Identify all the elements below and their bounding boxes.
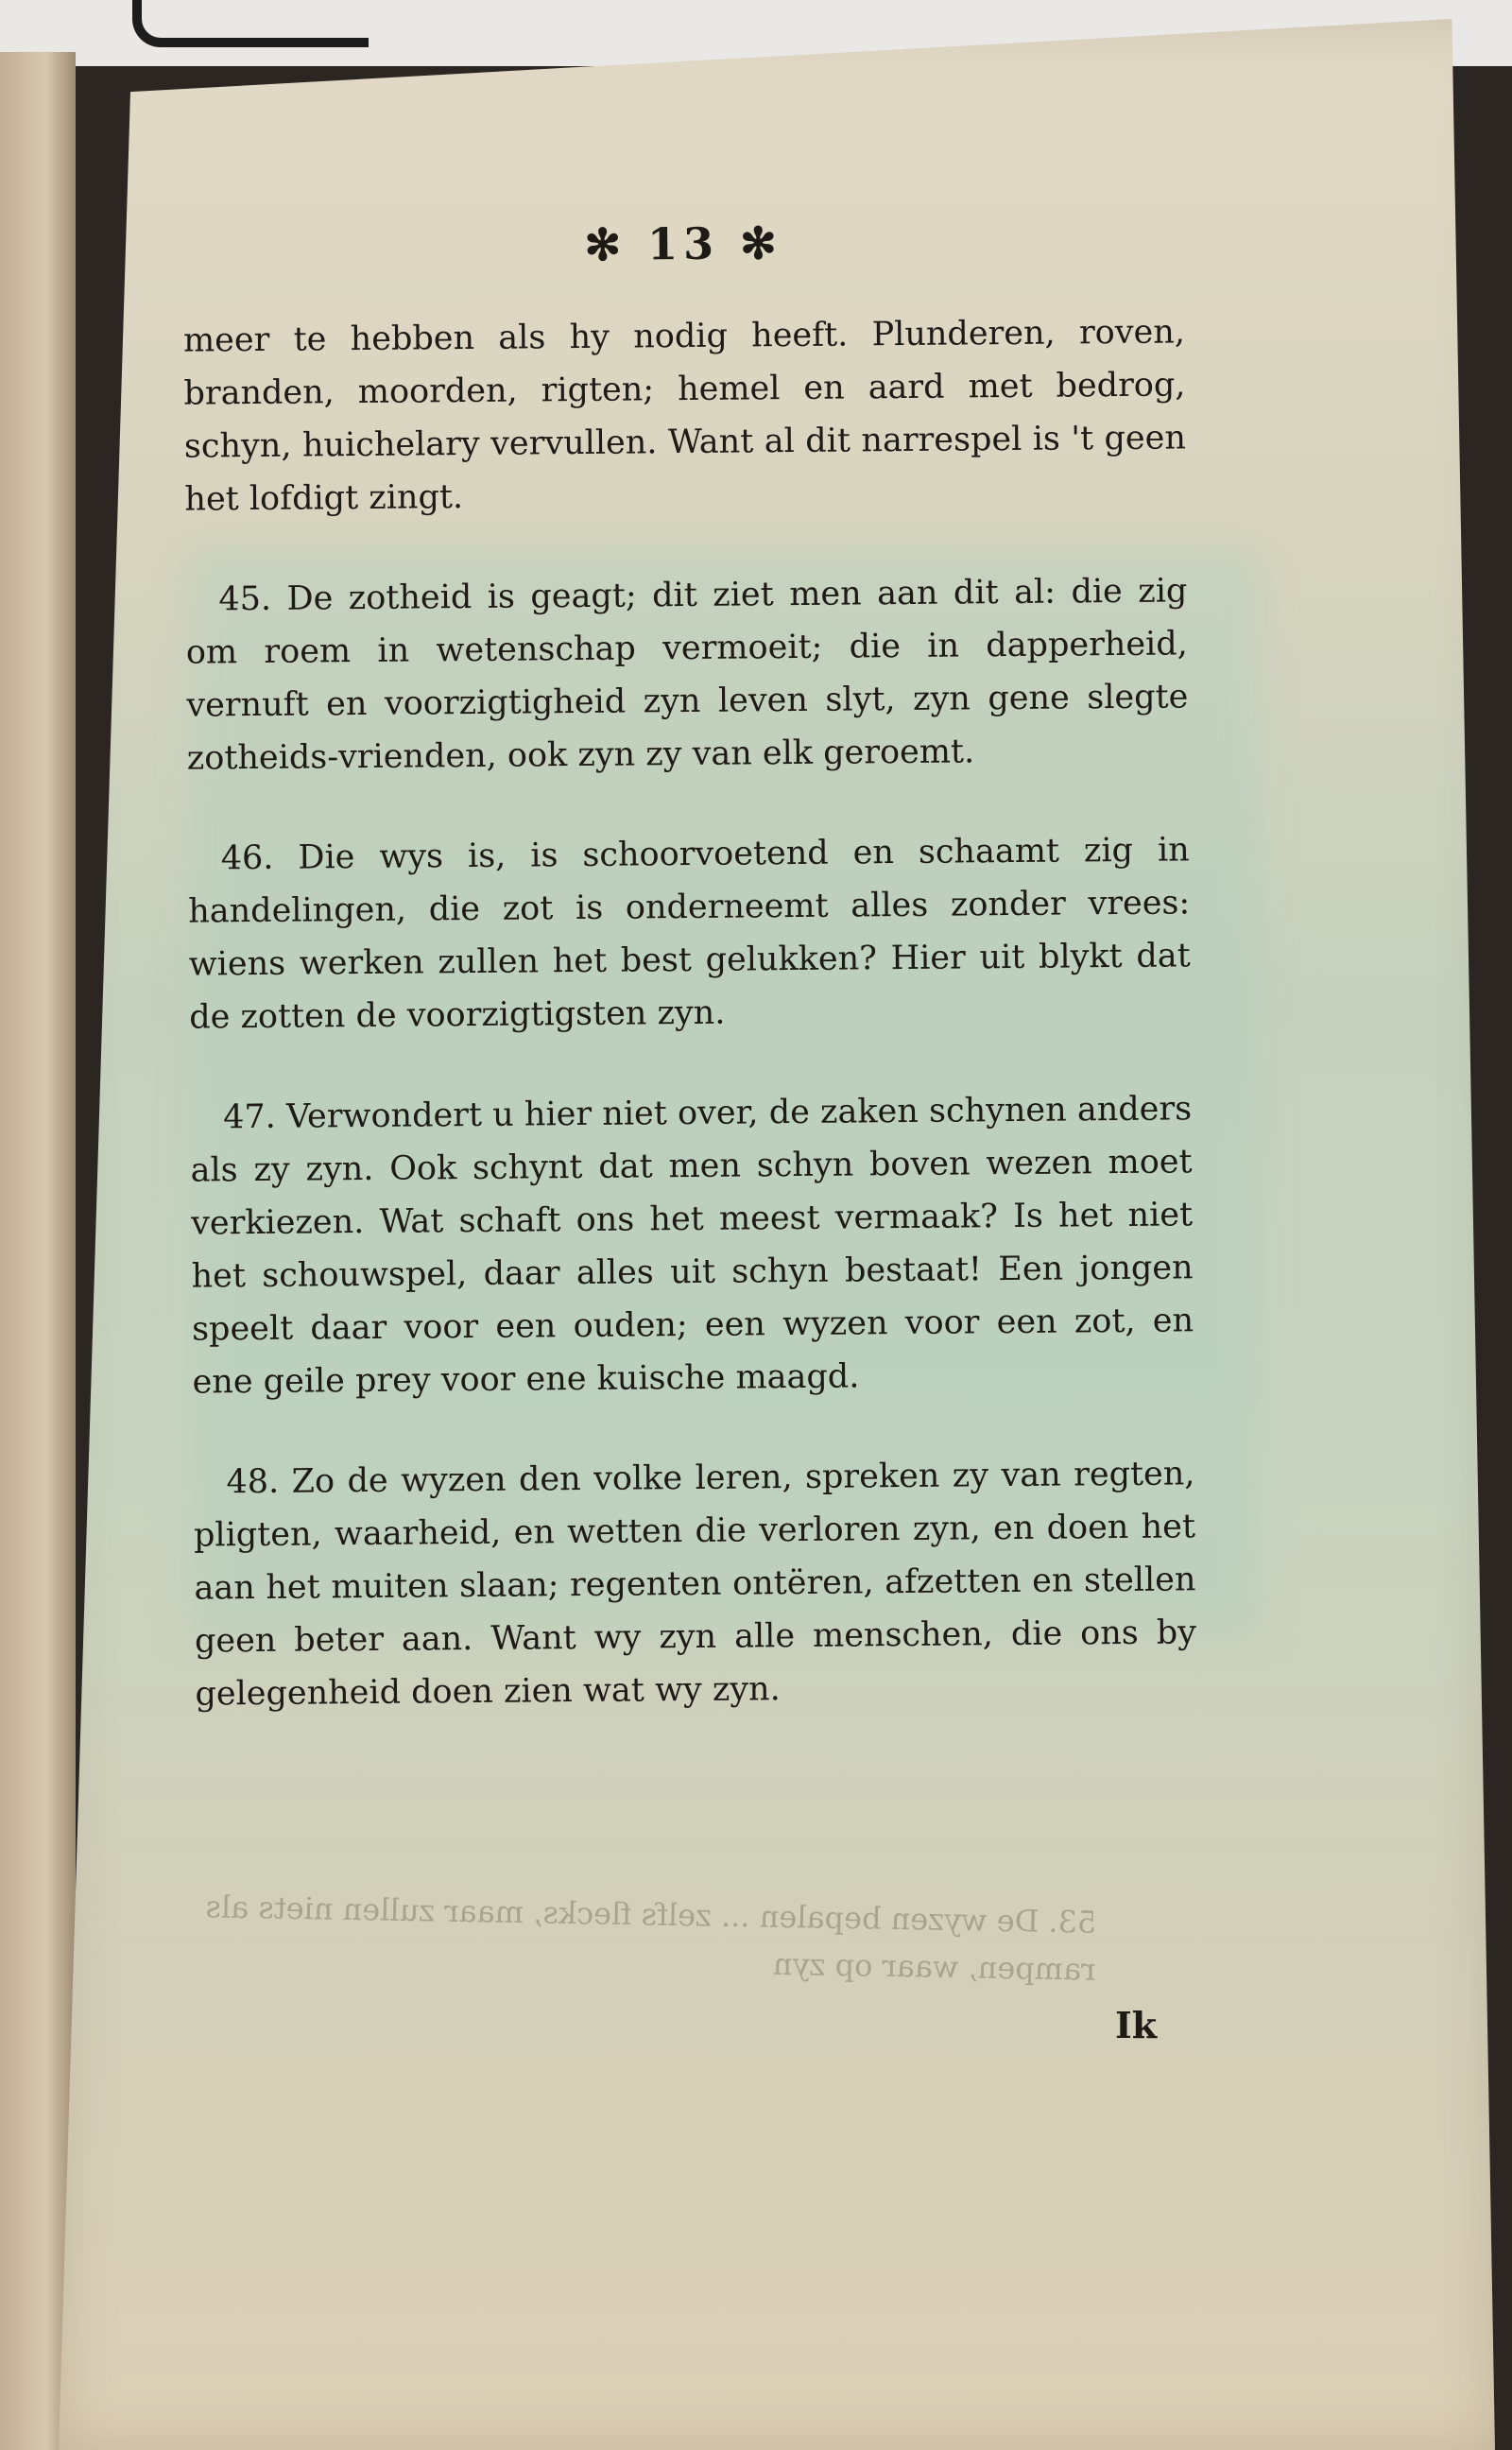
paragraph-text: Verwondert u hier niet over, de zaken schynen anders als zy zyn. Ook schynt dat men schyn boven wezen moet verkiezen. Wat schaft ons het meest vermaak? Is het niet het schouwspel, daar alles uit schyn bestaat! Een jongen speelt daar voor een ouden; een wyzen voor een zot, en ene geile prey voor ene kuische maagd. [190, 1090, 1194, 1402]
paragraph-46 [188, 823, 1192, 1044]
paragraph-continuation [183, 305, 1187, 526]
handwritten-corner-mark [132, 0, 369, 47]
running-head: ✻ 13 ✻ [584, 217, 782, 270]
paragraph-number: 45. [218, 579, 272, 619]
catchword: Ik [1115, 2004, 1158, 2046]
page-text [182, 213, 1197, 1768]
paragraph-text: De zotheid is geagt; dit ziet men aan dit al: die zig om roem in wetenschap vermoeit; die in dapperheid, vernuft en voorzigtigheid zyn leven slyt, zyn gene slegte zotheids-vrienden, ook zyn zy van elk geroemt. [185, 572, 1189, 778]
paragraph-number: 47. [222, 1097, 276, 1137]
show-through-text: 53. De wyzen bepalen ... zelfs flecks, maar zullen niets als rampen, waar op zyn [205, 1889, 1097, 1988]
paragraph-47 [190, 1082, 1194, 1408]
paragraph-48 [193, 1447, 1196, 1720]
paragraph-45 [185, 564, 1189, 785]
paragraph-number: 48. [226, 1462, 280, 1502]
paragraph-number: 46. [220, 838, 274, 878]
paragraph-text: Die wys is, is schoorvoetend en schaamt zig in handelingen, die zot is onderneemt alles zonder vrees: wiens werken zullen het best gelukken? Hier uit blykt dat de zotten de voorzigtigsten zyn. [188, 831, 1191, 1037]
previous-page-edge [0, 52, 76, 2450]
paragraph-text: Zo de wyzen den volke leren, spreken zy van regten, pligten, waarheid, en wetten die verloren zyn, en doen het aan het muiten slaan; regenten ontëren, afzetten en stellen geen beter aan. Want wy zyn alle menschen, die ons by gelegenheid doen zien wat wy zyn. [193, 1455, 1197, 1714]
paragraph-text: meer te hebben als hy nodig heeft. Plunderen, roven, branden, moorden, rigten; hemel en aard met bedrog, schyn, huichelary vervullen. Want al dit narrespel is 't geen het lofdigt zingt. [182, 313, 1187, 519]
